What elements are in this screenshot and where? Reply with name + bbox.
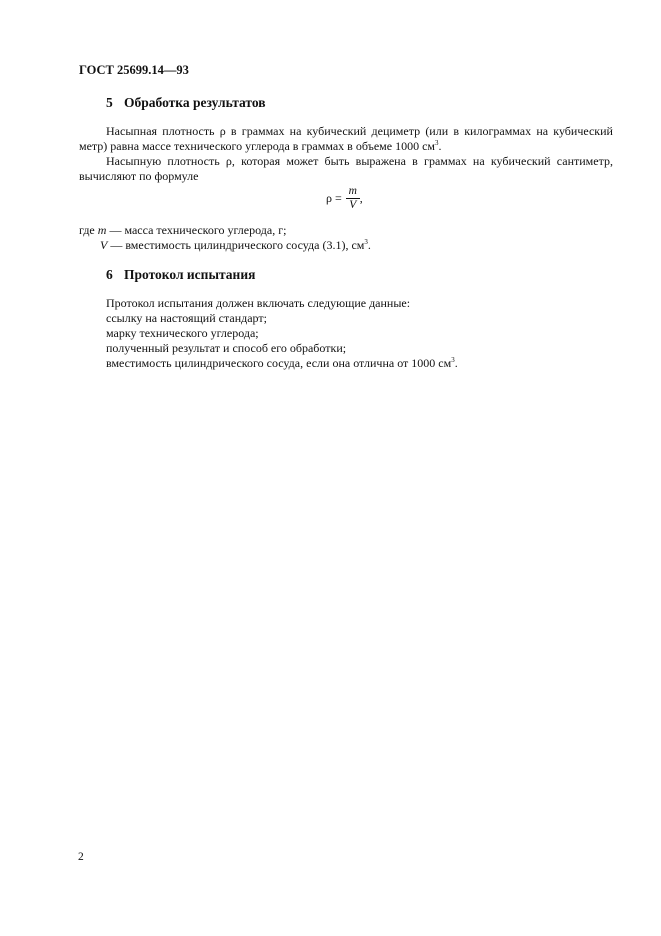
section-6-heading [106, 267, 255, 283]
where-v-line [100, 238, 371, 253]
section-6-title: Протокол испытания [124, 267, 256, 282]
section-5-number: 5 [106, 95, 113, 110]
section-5-heading [106, 95, 266, 111]
protocol-line-intro: Протокол испытания должен включать следующие данные: [106, 296, 411, 310]
p2-text-b: , которая может быть выражена в граммах на кубический сантиметр, вычисляют по формуле [79, 154, 613, 183]
where-m-description: — масса технического углерода, г; [106, 223, 287, 237]
where-v-description: — вместимость цилиндрического сосуда (3.1), см [107, 238, 365, 252]
protocol-item-volume [106, 356, 458, 371]
variable-v: V [100, 238, 108, 252]
protocol-item-grade: марку технического углерода; [106, 326, 259, 340]
document-code: ГОСТ 25699.14—93 [79, 63, 189, 77]
p2-text-a: Насыпную плотность [106, 154, 226, 168]
paragraph-formula-intro [79, 154, 613, 184]
formula-denominator: V [349, 199, 357, 211]
section-5-title: Обработка результатов [124, 95, 266, 110]
where-v-superscript: 3 [364, 238, 368, 246]
variable-m: m [97, 223, 107, 237]
page-number: 2 [78, 851, 84, 863]
protocol-item-volume-text: вместимость цилиндрического сосуда, если она отлична от 1000 см [106, 356, 452, 370]
formula-lhs: ρ = [326, 191, 342, 205]
paragraph-bulk-density-definition [79, 124, 613, 154]
where-m-line [79, 223, 286, 238]
protocol-item-volume-end: . [454, 356, 458, 370]
p1-end: . [438, 139, 442, 153]
protocol-item-result: полученный результат и способ его обработки; [106, 341, 347, 355]
protocol-item-standard: ссылку на настоящий стандарт; [106, 311, 267, 325]
section-6-number: 6 [106, 267, 113, 282]
formula-numerator: m [348, 185, 357, 197]
formula-fraction [346, 186, 360, 211]
p1-text-b: в граммах на кубический дециметр (или в килограммах на кубический метр) равна массе технического углерода в граммах в объеме 1000 см [79, 124, 613, 153]
rho-symbol: ρ [219, 124, 226, 138]
rho-symbol: ρ [225, 154, 232, 168]
formula-end: , [359, 191, 363, 205]
p1-text-a: Насыпная плотность [106, 124, 220, 138]
where-prefix: где [79, 223, 98, 237]
where-v-end: . [367, 238, 371, 252]
protocol-item-volume-superscript: 3 [451, 356, 455, 364]
density-formula [326, 186, 363, 211]
p1-superscript: 3 [435, 139, 439, 147]
